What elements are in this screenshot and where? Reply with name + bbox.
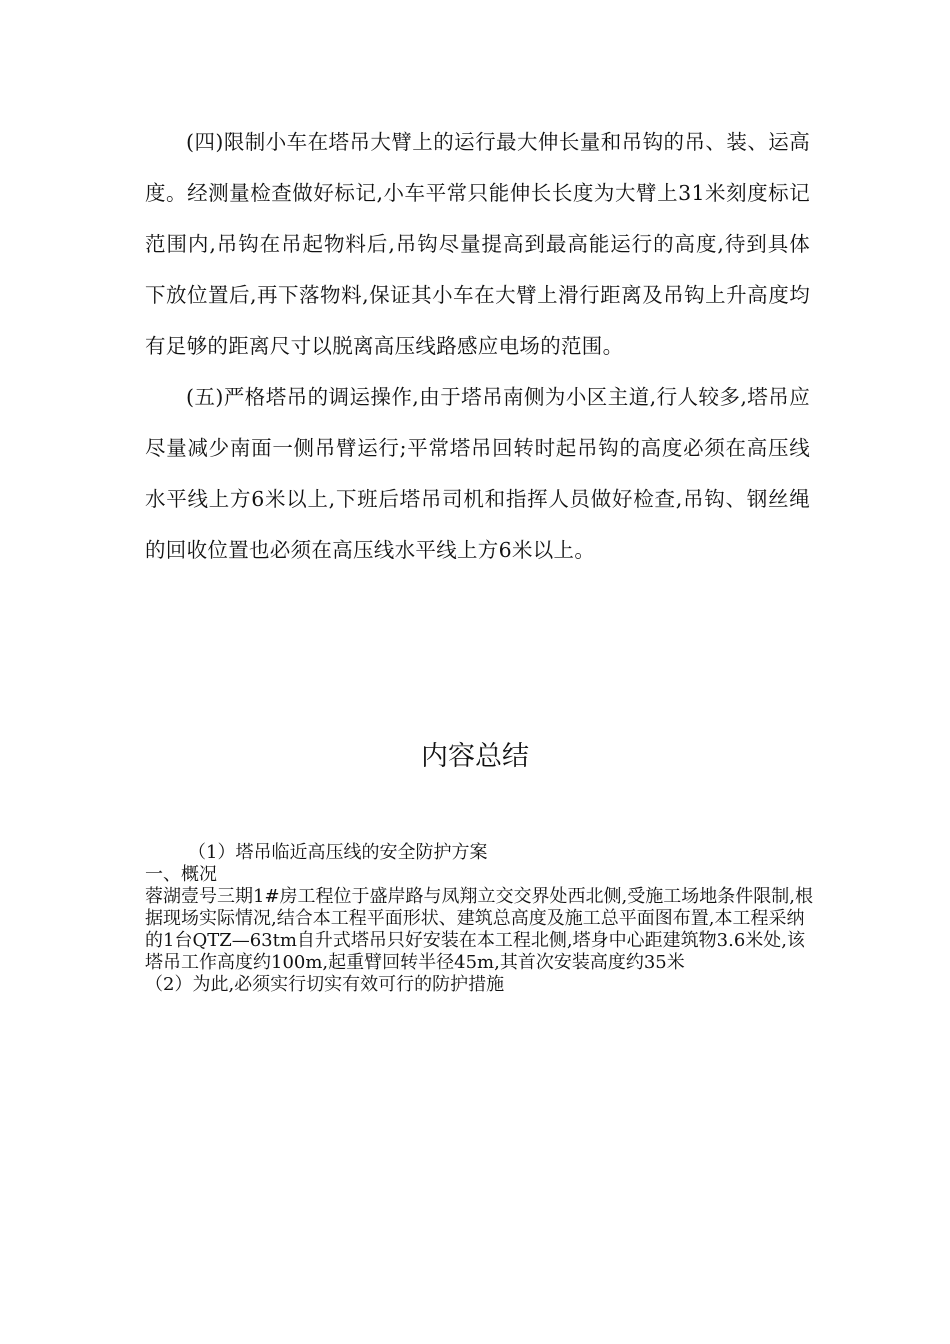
summary-overview-text: 蓉湖壹号三期1#房工程位于盛岸路与凤翔立交交界处西北侧,受施工场地条件限制,根据现场实际情况,结合本工程平面形状、建筑总高度及施工总平面图布置,本工程采纳的1台QTZ—63tm自升式塔吊只好安装在本工程北侧,塔身中心距建筑物3.6米处,该塔吊工作高度约100m,起重臂回转半径45m,其首次安装高度约35米 bbox=[145, 886, 813, 973]
body-text-section bbox=[145, 117, 810, 576]
paragraph-four: (四)限制小车在塔吊大臂上的运行最大伸长量和吊钩的吊、装、运高度。经测量检查做好标记,小车平常只能伸长长度为大臂上31米刻度标记范围内,吊钩在吊起物料后,吊钩尽量提高到最高能运行的高度,待到具体下放位置后,再下落物料,保证其小车在大臂上滑行距离及吊钩上升高度均有足够的距离尺寸以脱离高压线路感应电场的范围。 bbox=[145, 130, 810, 358]
summary-overview-label: 一、概况 bbox=[145, 864, 217, 885]
summary-section bbox=[145, 842, 813, 996]
summary-heading: （1）塔吊临近高压线的安全防护方案 bbox=[188, 842, 488, 863]
summary-title: 内容总结 bbox=[421, 741, 529, 772]
paragraph-five: (五)严格塔吊的调运操作,由于塔吊南侧为小区主道,行人较多,塔吊应尽量减少南面一侧吊臂运行;平常塔吊回转时起吊钩的高度必须在高压线水平线上方6米以上,下班后塔吊司机和指挥人员做好检查,吊钩、钢丝绳的回收位置也必须在高压线水平线上方6米以上。 bbox=[145, 385, 810, 562]
summary-measures-text: （2）为此,必须实行切实有效可行的防护措施 bbox=[145, 974, 505, 995]
